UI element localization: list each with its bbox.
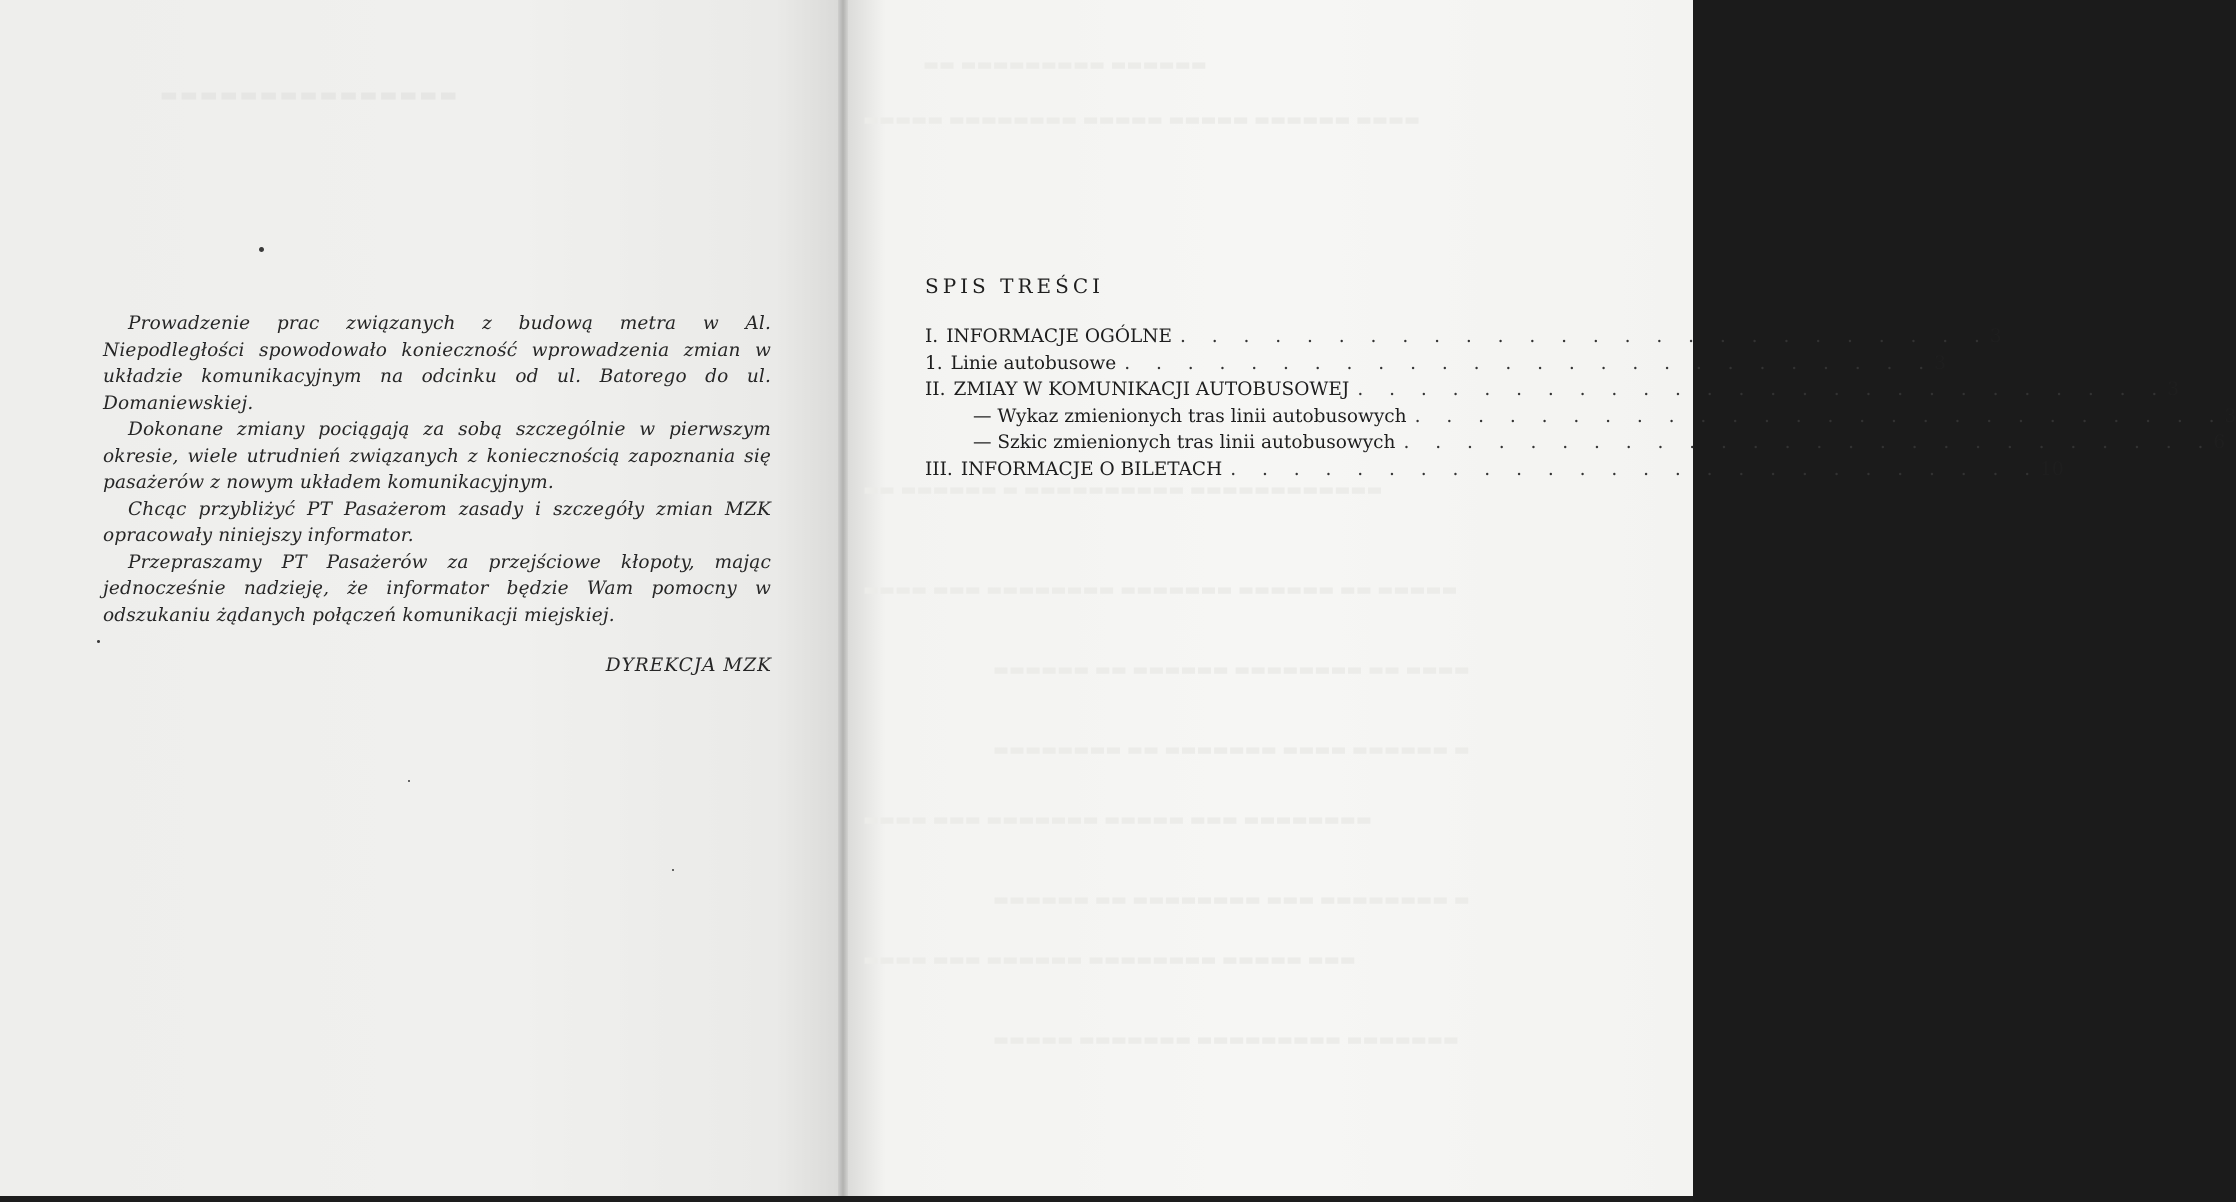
toc-leader-dots: . . . . . . . . . . . . . . . . . . . . . . . . . . [1357,379,2168,400]
bleed-through-text: ▬▬ ▬▬▬▬▬▬▬▬▬ ▬▬▬▬▬▬ [923,55,1207,75]
bleed-through-text: ▬▬▬▬▬▬ ▬▬ ▬▬▬▬▬▬ ▬▬▬▬▬▬▬▬ ▬▬ ▬▬▬▬ [993,660,1470,680]
bleed-through-text: ▬▬ ▬▬▬▬▬▬ ▬ ▬▬▬▬▬▬▬▬▬▬ ▬▬▬▬▬▬▬▬▬▬▬▬ [863,480,1383,500]
toc-entry-page: 3 [2167,379,2180,400]
left-page [0,0,843,1202]
bleed-through-text: ▬▬▬▬▬▬▬▬ ▬▬ ▬▬▬▬▬▬▬ ▬▬▬▬ ▬▬▬▬▬▬ ▬ [993,740,1470,760]
toc-entry-page: 6 [2213,432,2226,453]
toc-title: SPIS TREŚCI [925,274,1105,298]
toc-entry [925,352,1946,380]
right-page [843,0,1693,1202]
bleed-through-heading: ▬▬▬▬▬▬▬▬▬▬▬▬▬▬▬ [160,84,460,106]
toc-leader-dots: . . . . . . . . . . . . . . . . . . . . . . . . . . [1414,405,2225,427]
toc-leader-dots: . . . . . . . . . . . . . . . . . . . . . . . . . . [1179,326,1990,347]
bleed-through-text: ▬▬▬▬ ▬▬▬ ▬▬▬▬▬▬▬ ▬▬▬▬▬ ▬▬▬ ▬▬▬▬▬▬▬▬ [863,810,1372,830]
toc-entry [925,432,2226,459]
toc-entry-label: INFORMACJE OGÓLNE [946,326,1172,347]
toc-entry-label: INFORMACJE O BILETACH [960,458,1223,480]
toc-entry-number: I. [925,326,939,347]
toc-entry-number: III. [925,458,953,480]
intro-paragraph-2: Dokonane zmiany pociągają za sobą szczególnie w pierwszym okresie, wiele utrudnień związanych z koniecznością zapoznania się pasażerów z nowym układem komunikacyjnym. [103,419,771,493]
toc-entry-page: 3 [1934,352,1946,374]
ink-speck [97,640,100,643]
toc-entry [925,326,2002,353]
ink-speck [672,869,674,871]
toc-entry [925,405,2236,433]
toc-entry-label: — Szkic zmienionych tras linii autobusowych [973,432,1396,453]
book-spine-fold [838,0,848,1202]
scan-bottom-edge [0,1196,1693,1202]
bleed-through-text: ▬▬▬▬▬ ▬▬▬▬▬▬▬▬ ▬▬▬▬▬ ▬▬▬▬▬ ▬▬▬▬▬▬ ▬▬▬▬ [863,110,1421,130]
bleed-through-text: ▬▬▬▬ ▬▬▬ ▬▬▬▬▬▬▬▬ ▬▬▬▬▬▬▬ ▬▬▬▬▬▬ ▬▬ ▬▬▬▬▬ [863,580,1458,600]
toc-entry-label: — Wykaz zmienionych tras linii autobusowych [973,405,1407,427]
intro-paragraph-4: Przepraszamy PT Pasażerów za przejściowe kłopoty, mając jednocześnie nadzieję, że informator będzie Wam pomocny w odszukaniu żądanych połączeń komunikacji miejskiej. [103,551,771,626]
toc-entry-label: Linie autobusowe [950,352,1117,374]
toc-entry-page: 3 [1989,326,2002,347]
toc-leader-dots: . . . . . . . . . . . . . . . . . . . . . . . . . . [1124,352,1935,374]
toc-entry [925,379,2180,406]
intro-paragraph-1: Prowadzenie prac związanych z budową metra w Al. Niepodległości spowodowało konieczność wprowadzenia zmian w układzie komunikacyjnym na odcinku od ul. Batorego do ul. Domaniewskiej. [103,313,771,414]
bleed-through-text: ▬▬▬▬▬ ▬▬▬▬▬▬▬ ▬▬▬▬▬▬▬▬▬ ▬▬▬▬▬▬▬ [993,1030,1459,1050]
intro-text [103,311,771,629]
toc-leader-dots: . . . . . . . . . . . . . . . . . . . . . . . . . . [1403,432,2214,453]
signature: DYREKCJA MZK [605,655,772,676]
intro-paragraph-3: Chcąc przybliżyć PT Pasażerom zasady i szczegóły zmian MZK opracowały niniejszy informator. [103,498,771,546]
toc-entry-page: 3 [2224,405,2236,427]
toc-entry-label: ZMIAY W KOMUNIKACJI AUTOBUSOWEJ [953,379,1350,400]
table-of-contents [925,326,2236,485]
toc-entry-number: II. [925,379,946,400]
toc-entry-page: 10 [2040,458,2064,480]
bleed-through-text: ▬▬▬▬▬▬ ▬▬ ▬▬▬▬▬▬▬▬ ▬▬▬ ▬▬▬▬▬▬▬▬ ▬ [993,890,1470,910]
ink-speck [408,780,410,782]
toc-leader-dots: . . . . . . . . . . . . . . . . . . . . . . . . . . [1230,458,2041,480]
toc-entry-number: 1. [925,352,943,374]
ink-speck [259,247,264,252]
toc-entry [925,458,2064,486]
bleed-through-text: ▬▬▬▬ ▬▬▬ ▬▬▬▬▬▬ ▬▬▬▬▬▬▬▬ ▬▬▬▬▬ ▬▬▬ [863,950,1356,970]
